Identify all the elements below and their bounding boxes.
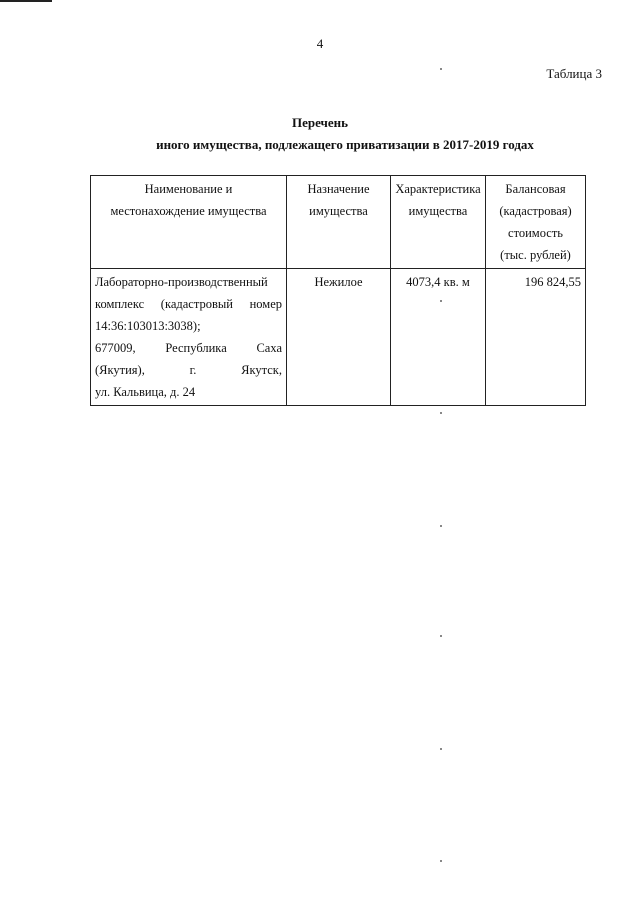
scan-corner-mark xyxy=(0,0,52,2)
table-label: Таблица 3 xyxy=(546,66,602,81)
document-title xyxy=(0,112,640,156)
cell-balance-value: 196 824,55 xyxy=(486,269,586,406)
scan-speck xyxy=(440,412,442,414)
scan-speck xyxy=(440,68,442,70)
scan-speck xyxy=(440,635,442,637)
scan-speck xyxy=(440,748,442,750)
cell-characteristic: 4073,4 кв. м xyxy=(391,269,486,406)
header-name-location: Наименование и местонахождение имущества xyxy=(91,176,287,269)
property-table xyxy=(90,175,586,406)
scan-speck xyxy=(440,860,442,862)
page-number: 4 xyxy=(316,36,324,51)
scan-speck xyxy=(440,300,442,302)
header-purpose: Назначение имущества xyxy=(287,176,391,269)
header-characteristic: Характеристика имущества xyxy=(391,176,486,269)
scan-speck xyxy=(440,525,442,527)
header-balance-value: Балансовая (кадастровая) стоимость (тыс. рублей) xyxy=(486,176,586,269)
table-header-row xyxy=(91,176,586,269)
title-line-2: иного имущества, подлежащего приватизации в 2017-2019 годах xyxy=(156,137,534,152)
table-row xyxy=(91,269,586,406)
cell-name-location: Лабораторно-производственный комплекс (кадастровый номер 14:36:103013:3038); 677009, Республика Саха (Якутия), г. Якутск, ул. Кальвица, д. 24 xyxy=(91,269,287,406)
cell-purpose: Нежилое xyxy=(287,269,391,406)
title-line-1: Перечень xyxy=(291,115,349,130)
